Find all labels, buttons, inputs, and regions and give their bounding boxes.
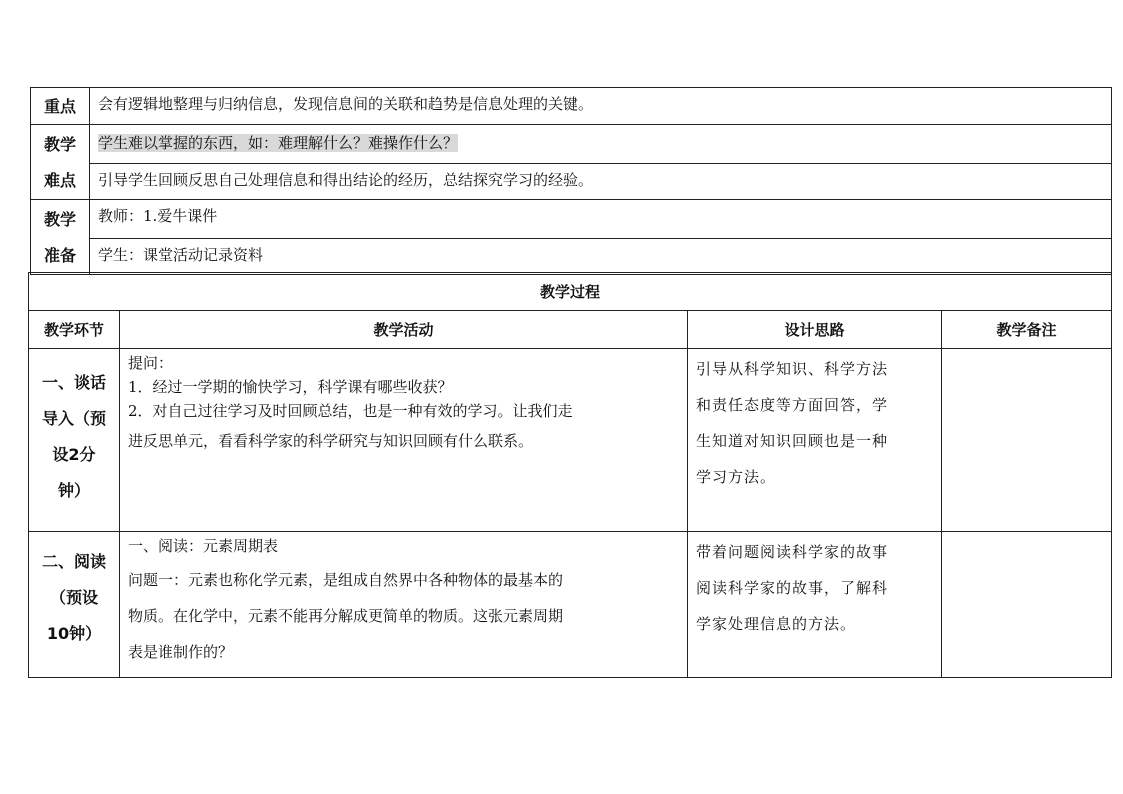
- row2-notes: [942, 532, 1112, 678]
- row1-stage-line: 钟）: [57, 481, 90, 500]
- header-notes: 教学备注: [942, 311, 1112, 349]
- focus-text: 会有逻辑地整理与归纳信息，发现信息间的关联和趋势是信息处理的关键。: [90, 88, 1112, 125]
- row2-activity-line: 一、阅读：元素周期表: [128, 537, 279, 555]
- row1-design: [688, 349, 942, 532]
- row2-design: [688, 532, 942, 678]
- lesson-info-table: [30, 87, 1112, 275]
- preparation-row-2: [31, 238, 1112, 275]
- difficulty-row-1: [31, 125, 1112, 164]
- focus-row: [31, 88, 1112, 125]
- row2-activity-line: 问题一：元素也称化学元素，是组成自然界中各种物体的最基本的: [128, 571, 564, 589]
- header-design: 设计思路: [688, 311, 942, 349]
- preparation-student: 学生：课堂活动记录资料: [90, 238, 1112, 275]
- difficulty-row2-text: 引导学生回顾反思自己处理信息和得出结论的经历，总结探究学习的经验。: [90, 163, 1112, 200]
- row1-design-line: 生知道对知识回顾也是一种: [696, 432, 889, 450]
- row2-stage: [29, 532, 120, 678]
- row2-design-line: 学家处理信息的方法。: [696, 615, 857, 633]
- focus-label: 重点: [31, 88, 90, 125]
- row2-design-line: 阅读科学家的故事，了解科: [696, 579, 889, 597]
- row2-stage-line: 二、阅读: [41, 552, 106, 571]
- preparation-row-1: [31, 200, 1112, 239]
- difficulty-row-2: [31, 163, 1112, 200]
- difficulty-row1-cell: [90, 125, 1112, 164]
- preparation-label-line2: 准备: [43, 246, 76, 265]
- row1-activity: [120, 349, 688, 532]
- process-title-row: [29, 273, 1112, 311]
- difficulty-label: [31, 125, 90, 200]
- row2-activity-line: 物质。在化学中，元素不能再分解成更简单的物质。这张元素周期: [128, 607, 564, 625]
- row1-design-line: 和责任态度等方面回答，学: [696, 396, 889, 414]
- process-row-2: [29, 532, 1112, 678]
- row2-activity: [120, 532, 688, 678]
- row2-stage-line: 10钟）: [46, 624, 102, 643]
- difficulty-label-line1: 教学: [43, 135, 76, 154]
- difficulty-label-line2: 难点: [43, 171, 76, 190]
- teaching-process-table: [28, 272, 1112, 678]
- row1-activity-line: 提问：: [128, 354, 174, 372]
- row2-design-line: 带着问题阅读科学家的故事: [696, 543, 889, 561]
- process-row-1: [29, 349, 1112, 532]
- row1-activity-line: 1．经过一学期的愉快学习，科学课有哪些收获？: [128, 378, 453, 396]
- process-title: 教学过程: [29, 273, 1112, 311]
- header-stage: 教学环节: [29, 311, 120, 349]
- header-activity: 教学活动: [120, 311, 688, 349]
- row1-design-line: 引导从科学知识、科学方法: [696, 360, 889, 378]
- process-header-row: [29, 311, 1112, 349]
- row1-notes: [942, 349, 1112, 532]
- row2-stage-line: （预设: [49, 588, 98, 607]
- row1-stage-line: 导入（预: [41, 409, 106, 428]
- row1-design-line: 学习方法。: [696, 468, 777, 486]
- row1-activity-line: 进反思单元，看看科学家的科学研究与知识回顾有什么联系。: [128, 432, 534, 450]
- row1-stage-line: 一、谈话: [41, 373, 106, 392]
- preparation-label-line1: 教学: [43, 210, 76, 229]
- row1-activity-line: 2．对自己过往学习及时回顾总结，也是一种有效的学习。让我们走: [128, 402, 573, 420]
- row2-activity-line: 表是谁制作的？: [128, 643, 234, 661]
- difficulty-row1-text: 学生难以掌握的东西，如：难理解什么？难操作什么？: [98, 134, 459, 152]
- row1-stage-line: 设2分: [52, 445, 96, 464]
- preparation-label: [31, 200, 90, 275]
- preparation-teacher: 教师：1.爱牛课件: [90, 200, 1112, 239]
- row1-stage: [29, 349, 120, 532]
